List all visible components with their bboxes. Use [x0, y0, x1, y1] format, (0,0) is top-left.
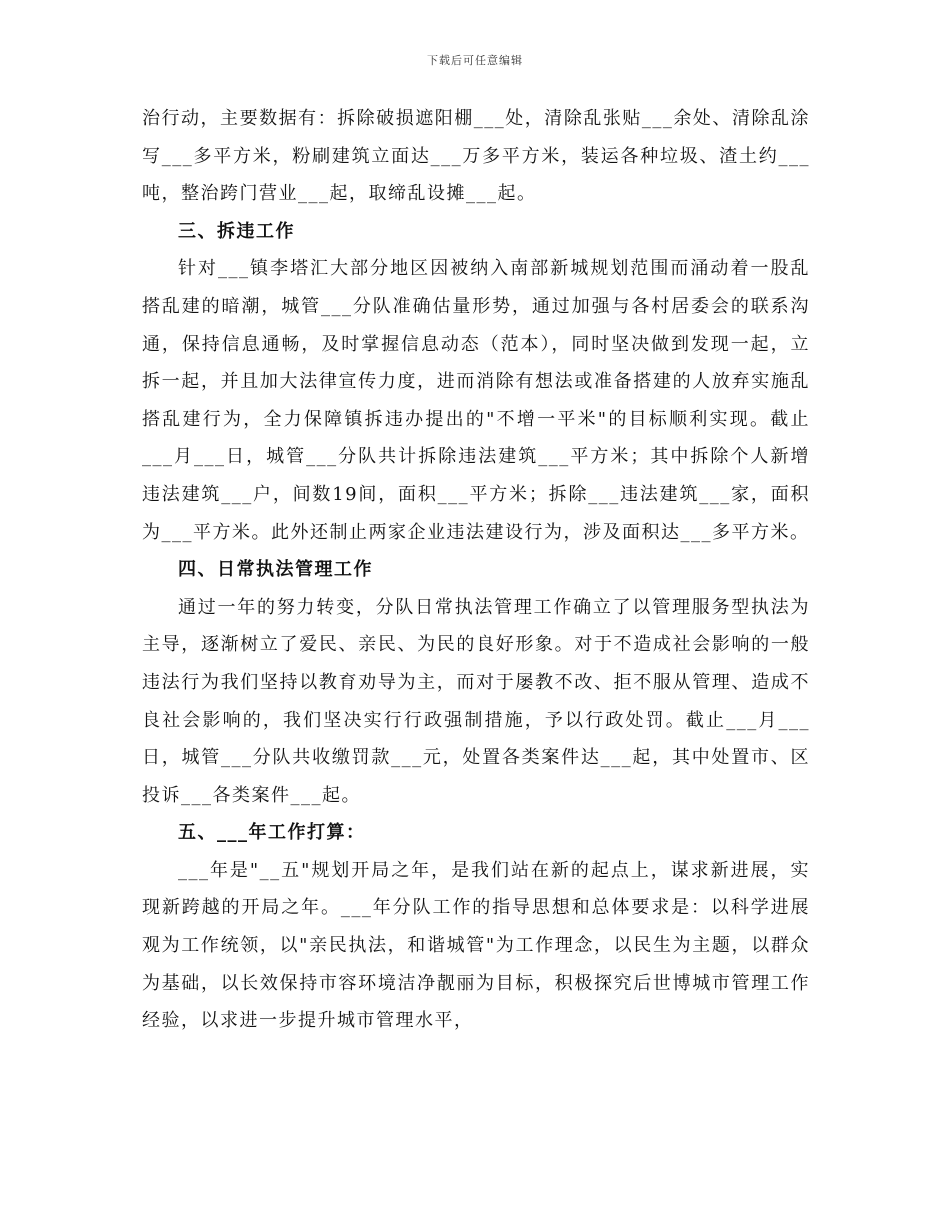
document-body — [142, 100, 810, 1040]
section-heading: 四、日常执法管理工作 — [178, 559, 373, 581]
paragraph: 治行动，主要数据有：拆除破损遮阳棚___处，清除乱张贴___余处、清除乱涂写___多平方米，粉刷建筑立面达___万多平方米，装运各种垃圾、渣土约___吨，整治跨门营业___起，取缔乱设摊___起。 — [142, 108, 810, 205]
page-header: 下载后可任意编辑 — [427, 54, 523, 67]
paragraph: ___年是"__五"规划开局之年，是我们站在新的起点上，谋求新进展，实现新跨越的开局之年。___年分队工作的指导思想和总体要求是：以科学进展观为工作统领，以"亲民执法，和谐城管"为工作理念，以民生为主题，以群众为基础，以长效保持市容环境洁净靓丽为目标，积极探究后世博城市管理工作经验，以求进一步提升城市管理水平， — [142, 859, 810, 1032]
paragraph: 通过一年的努力转变，分队日常执法管理工作确立了以管理服务型执法为主导，逐渐树立了爱民、亲民、为民的良好形象。对于不造成社会影响的一般违法行为我们坚持以教育劝导为主，而对于屡教不改、拒不服从管理、造成不良社会影响的，我们坚决实行行政强制措施，予以行政处罚。截止___月___日，城管___分队共收缴罚款___元，处置各类案件达___起，其中处置市、区投诉___各类案件___起。 — [142, 596, 810, 806]
section-heading: 五、___年工作打算： — [178, 822, 366, 844]
paragraph: 针对___镇李塔汇大部分地区因被纳入南部新城规划范围而涌动着一股乱搭乱建的暗潮，城管___分队准确估量形势，通过加强与各村居委会的联系沟通，保持信息通畅，及时掌握信息动态（范本），同时坚决做到发现一起，立拆一起，并且加大法律宣传力度，进而消除有想法或准备搭建的人放弃实施乱搭乱建行为，全力保障镇拆违办提出的"不增一平米"的目标顺利实现。截止___月___日，城管___分队共计拆除违法建筑___平方米；其中拆除个人新增违法建筑___户，间数19间，面积___平方米；拆除___违法建筑___家，面积为___平方米。此外还制止两家企业违法建设行为，涉及面积达___多平方米。 — [142, 258, 810, 543]
section-heading: 三、拆违工作 — [178, 220, 295, 242]
